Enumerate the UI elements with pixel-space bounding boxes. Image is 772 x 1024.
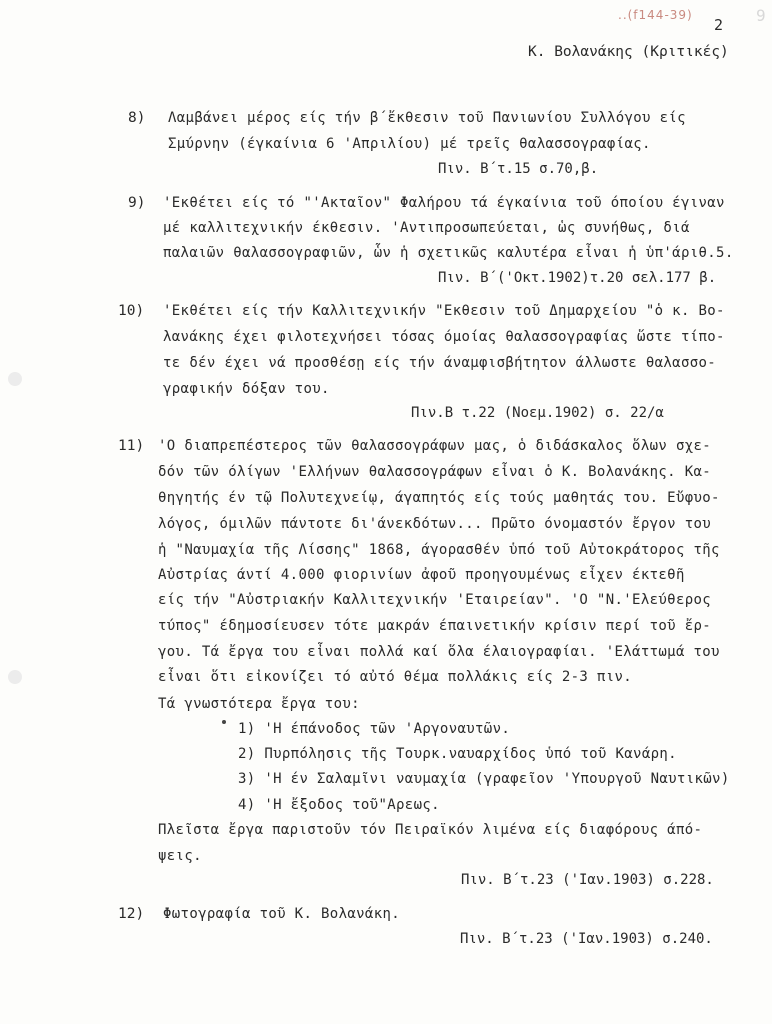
ink-dot <box>222 720 226 724</box>
entry-line: 'Εκθέτει είς τήν Καλλιτεχνικήν "Εκθεσιν τοῦ Δημαρχείου "ὁ κ. Βο- <box>163 303 725 319</box>
entry-line: τε δέν έχει νά προσθέσῃ είς τήν άναμφισβήτητον άλλωστε θαλασσο- <box>163 355 717 371</box>
entry-line: εἶναι ὅτι εἰκονίζει τό αὐτό θέμα πολλάκις είς 2-3 πιν. <box>158 669 633 685</box>
entry-line: Αὐστρίας άντί 4.000 φιορινίων ἀφοῦ προηγουμένως εἶχεν έκτεθῆ <box>158 567 685 583</box>
punch-hole <box>8 372 22 386</box>
works-subheading: Τά γνωστότερα ἔργα του: <box>158 696 360 712</box>
entry-line: Λαμβάνει μέρος είς τήν β΄ἔκθεσιν τοῦ Πανιωνίου Συλλόγου είς <box>168 110 686 126</box>
entry-line: Φωτογραφία τοῦ Κ. Βολανάκη. <box>163 906 401 922</box>
entry-citation: Πιν. Β΄τ.15 σ.70,β. <box>438 161 599 177</box>
work-item: 3) 'Η έν Σαλαμῖνι ναυμαχία (γραφεῖον 'Υπουργοῦ Ναυτικῶν) <box>238 771 730 787</box>
entry-line: λόγος, όμιλῶν πάντοτε δι'άνεκδότων... Πρῶτο όνομαστόν ἔργον του <box>158 516 712 532</box>
entry-line: είς τήν "Αὐστριακήν Καλλιτεχνικήν 'Εταιρείαν". 'Ο "Ν.'Ελεύθερος <box>158 592 712 608</box>
page-header: Κ. Βολανάκης (Κριτικές) <box>528 44 729 60</box>
entry-line: μέ καλλιτεχνικήν έκθεσιν. 'Αντιπροσωπεύεται, ὡς συνήθως, διά <box>163 220 690 236</box>
entry-number: 10) <box>118 303 145 319</box>
entry-line: τύπος" έδημοσίευσεν τότε μακράν έπαινετικήν κρίσιν περί τοῦ ἔρ- <box>158 618 712 634</box>
entry-line: θηγητής έν τῷ Πολυτεχνείῳ, άγαπητός είς τούς μαθητάς του. Εὔφυο- <box>158 490 720 506</box>
entry-line: γου. Τά ἔργα του εἶναι πολλά καί ὅλα έλαιογραφίαι. 'Ελάττωμά του <box>158 644 720 660</box>
work-item: 2) Πυρπόλησις τῆς Τουρκ.ναυαρχίδος ὑπό τοῦ Κανάρη. <box>238 746 677 762</box>
entry-citation: Πιν. Β΄τ.23 ('Ιαν.1903) σ.228. <box>461 872 714 888</box>
entry-citation: Πιν. Β΄('Οκτ.1902)τ.20 σελ.177 β. <box>438 270 717 286</box>
archive-annotation: ..(f144-39) <box>618 8 693 22</box>
work-item: 1) 'Η έπάνοδος τῶν 'Αργοναυτῶν. <box>238 721 511 737</box>
entry-line: ἡ "Ναυμαχία τῆς Λίσσης" 1868, άγορασθέν ὑπό τοῦ Αὐτοκράτορος τῆς <box>158 542 720 558</box>
entry-line: 'Εκθέτει είς τό "'Ακταῖον" Φαλήρου τά έγκαίνια τοῦ όποίου έγιναν <box>163 195 725 211</box>
entry-number: 8) <box>128 110 146 126</box>
entry-line: 'Ο διαπρεπέστερος τῶν θαλασσογράφων μας, ὁ διδάσκαλος ὅλων σχε- <box>158 438 712 454</box>
entry-citation: Πιν. Β΄τ.23 ('Ιαν.1903) σ.240. <box>460 931 713 947</box>
entry-line: παλαιῶν θαλασσογραφιῶν, ὧν ἡ σχετικῶς καλυτέρα εἶναι ἡ ὑπ'άριθ.5. <box>163 245 734 261</box>
entry-line: γραφικήν δόξαν του. <box>163 381 330 397</box>
page-number: 2 <box>714 16 724 34</box>
entry-number: 11) <box>118 438 145 454</box>
entry-line: δόν τῶν όλίγων 'Ελλήνων θαλασσογράφων εἶναι ὁ Κ. Βολανάκης. Κα- <box>158 464 712 480</box>
entry-citation: Πιν.Β τ.22 (Νοεμ.1902) σ. 22/α <box>411 405 664 421</box>
entry-line: λανάκης έχει φιλοτεχνήσει τόσας όμοίας θαλασσογραφίας ὥστε τίπο- <box>163 329 725 345</box>
entry-number: 9) <box>128 195 146 211</box>
faint-mark: 9 <box>756 6 766 25</box>
entry-line: ψεις. <box>158 848 202 864</box>
entry-number: 12) <box>118 906 145 922</box>
work-item: 4) 'Η ἔξοδος τοῦ"Αρεως. <box>238 797 440 813</box>
punch-hole <box>8 670 22 684</box>
entry-line: Πλεῖστα ἔργα παριστοῦν τόν Πειραϊκόν λιμένα είς διαφόρους άπό- <box>158 822 703 838</box>
entry-line: Σμύρνην (έγκαίνια 6 'Απριλίου) μέ τρεῖς θαλασσογραφίας. <box>168 136 651 152</box>
